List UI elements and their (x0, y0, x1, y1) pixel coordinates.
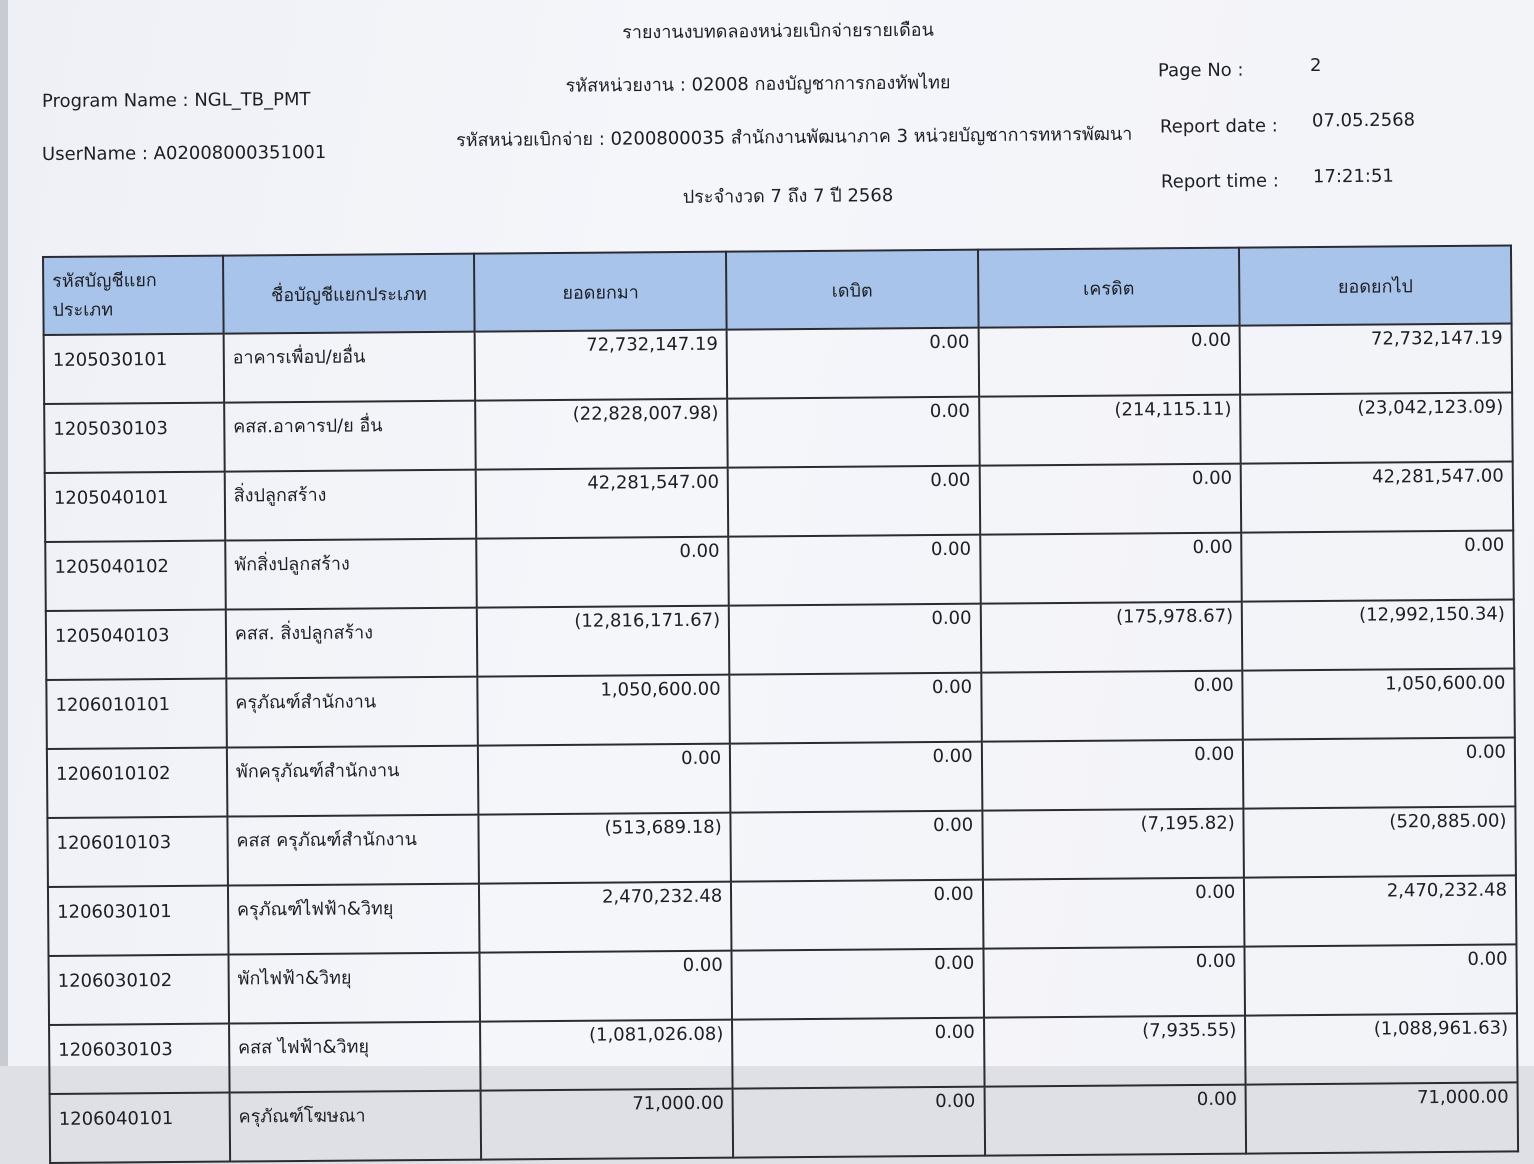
page-edge-shadow (0, 0, 8, 1066)
account-code-cell: 1206030101 (48, 886, 228, 956)
period: ประจำงวด 7 ถึง 7 ปี 2568 (682, 185, 894, 208)
account-code-cell: 1206010102 (47, 748, 227, 818)
debit-cell: 0.00 (732, 949, 984, 1020)
opening-balance-cell: (22,828,007.98) (476, 399, 728, 470)
table-row (47, 806, 1515, 887)
table-row (49, 1013, 1517, 1094)
account-name-cell: คสส ไฟฟ้า&วิทยุ (229, 1022, 481, 1093)
account-code-cell: 1206030103 (49, 1024, 229, 1094)
closing-balance-cell: (12,992,150.34) (1242, 599, 1514, 670)
credit-cell: 0.00 (983, 878, 1245, 949)
account-name-cell: พักครุภัณฑ์สำนักงาน (227, 746, 479, 817)
page-no-label: Page No : (1157, 59, 1244, 82)
debit-cell: 0.00 (728, 466, 980, 537)
report-time-label: Report time : (1160, 170, 1279, 193)
closing-balance-cell: 42,281,547.00 (1241, 461, 1513, 532)
table-row (46, 599, 1514, 680)
closing-balance-cell: 2,470,232.48 (1244, 875, 1516, 946)
closing-balance-cell: 72,732,147.19 (1240, 323, 1512, 394)
trial-balance-table (42, 244, 1519, 1164)
debit-cell: 0.00 (731, 880, 983, 951)
opening-balance-cell: (513,689.18) (479, 813, 731, 884)
column-header-closing-balance: ยอดยกไป (1239, 245, 1511, 325)
credit-cell: 0.00 (979, 464, 1241, 535)
credit-cell: 0.00 (984, 1085, 1246, 1156)
account-code-cell: 1205030103 (44, 403, 224, 473)
account-code-cell: 1206040101 (50, 1093, 230, 1163)
account-name-cell: คสส ครุภัณฑ์สำนักงาน (227, 815, 479, 886)
account-name-cell: อาคารเพื่อป/ยอื่น (223, 332, 475, 403)
debit-cell: 0.00 (730, 742, 982, 813)
opening-balance-cell: 2,470,232.48 (479, 882, 731, 953)
opening-balance-cell: 42,281,547.00 (476, 468, 728, 539)
column-header-opening-balance: ยอดยกมา (474, 252, 726, 332)
debit-cell: 0.00 (731, 811, 983, 882)
closing-balance-cell: 0.00 (1245, 944, 1517, 1015)
account-name-cell: ครุภัณฑ์ไฟฟ้า&วิทยุ (228, 884, 480, 955)
opening-balance-cell: 0.00 (480, 951, 732, 1022)
report-title: รายงานงบทดลองหน่วยเบิกจ่ายรายเดือน (622, 19, 934, 44)
opening-balance-cell: (12,816,171.67) (477, 606, 729, 677)
report-page (8, 0, 1534, 1130)
opening-balance-cell: 72,732,147.19 (475, 330, 727, 401)
report-date-value: 07.05.2568 (1311, 109, 1416, 132)
table-row (45, 530, 1513, 611)
credit-cell: (175,978.67) (980, 602, 1242, 673)
account-name-cell: พักไฟฟ้า&วิทยุ (228, 953, 480, 1024)
column-header-account-name: ชื่อบัญชีแยกประเภท (223, 254, 475, 334)
account-code-cell: 1205040102 (45, 541, 225, 611)
account-code-cell: 1205040101 (45, 472, 225, 542)
closing-balance-cell: 1,050,600.00 (1243, 668, 1515, 739)
program-name: Program Name : NGL_TB_PMT (41, 89, 311, 112)
table-row (50, 1082, 1518, 1163)
debit-cell: 0.00 (727, 397, 979, 468)
table-row (44, 323, 1512, 404)
opening-balance-cell: 0.00 (477, 537, 729, 608)
debit-cell: 0.00 (727, 328, 979, 399)
table-row (44, 392, 1512, 473)
account-code-cell: 1206010103 (47, 817, 227, 887)
debit-cell: 0.00 (729, 604, 981, 675)
table-row (46, 668, 1514, 749)
account-code-cell: 1206030102 (48, 955, 228, 1025)
table-row (47, 737, 1515, 818)
credit-cell: 0.00 (983, 947, 1245, 1018)
account-name-cell: ครุภัณฑ์สำนักงาน (226, 677, 478, 748)
column-header-credit: เครดิต (978, 248, 1240, 328)
debit-cell: 0.00 (732, 1018, 984, 1089)
closing-balance-cell: 71,000.00 (1246, 1082, 1518, 1153)
unit-code: รหัสหน่วยงาน : 02008 กองบัญชาการกองทัพไทย (565, 72, 951, 97)
report-date-label: Report date : (1159, 115, 1278, 138)
credit-cell: 0.00 (981, 740, 1243, 811)
report-time-value: 17:21:51 (1312, 165, 1394, 188)
account-name-cell: คสส. สิ่งปลูกสร้าง (226, 608, 478, 679)
column-header-debit: เดบิต (726, 250, 978, 330)
account-name-cell: ครุภัณฑ์โฆษณา (229, 1091, 481, 1162)
credit-cell: 0.00 (980, 533, 1242, 604)
account-name-cell: สิ่งปลูกสร้าง (225, 470, 477, 541)
opening-balance-cell: 71,000.00 (481, 1089, 733, 1160)
credit-cell: (7,935.55) (984, 1016, 1246, 1087)
closing-balance-cell: (520,885.00) (1244, 806, 1516, 877)
disbursement-unit: รหัสหน่วยเบิกจ่าย : 0200800035 สำนักงานพัฒนาภาค 3 หน่วยบัญชาการทหารพัฒนา (455, 123, 1133, 152)
debit-cell: 0.00 (730, 673, 982, 744)
debit-cell: 0.00 (728, 535, 980, 606)
account-name-cell: พักสิ่งปลูกสร้าง (225, 539, 477, 610)
credit-cell: 0.00 (978, 326, 1240, 397)
opening-balance-cell: 1,050,600.00 (478, 675, 730, 746)
table-row (45, 461, 1513, 542)
column-header-account-code: รหัสบัญชีแยกประเภท (43, 256, 223, 335)
table-row (48, 944, 1516, 1025)
credit-cell: (7,195.82) (982, 809, 1244, 880)
account-code-cell: 1205040103 (46, 610, 226, 680)
closing-balance-cell: 0.00 (1242, 530, 1514, 601)
opening-balance-cell: (1,081,026.08) (480, 1020, 732, 1091)
account-name-cell: คสส.อาคารป/ย อื่น (224, 401, 476, 472)
account-code-cell: 1205030101 (44, 334, 224, 404)
opening-balance-cell: 0.00 (478, 744, 730, 815)
credit-cell: (214,115.11) (979, 395, 1241, 466)
closing-balance-cell: 0.00 (1243, 737, 1515, 808)
username: UserName : A02008000351001 (41, 142, 327, 165)
credit-cell: 0.00 (981, 671, 1243, 742)
page-no-value: 2 (1310, 55, 1322, 76)
account-code-cell: 1206010101 (46, 679, 226, 749)
debit-cell: 0.00 (733, 1087, 985, 1158)
closing-balance-cell: (23,042,123.09) (1240, 392, 1512, 463)
table-row (48, 875, 1516, 956)
table-header-row (43, 245, 1512, 335)
closing-balance-cell: (1,088,961.63) (1245, 1013, 1517, 1084)
